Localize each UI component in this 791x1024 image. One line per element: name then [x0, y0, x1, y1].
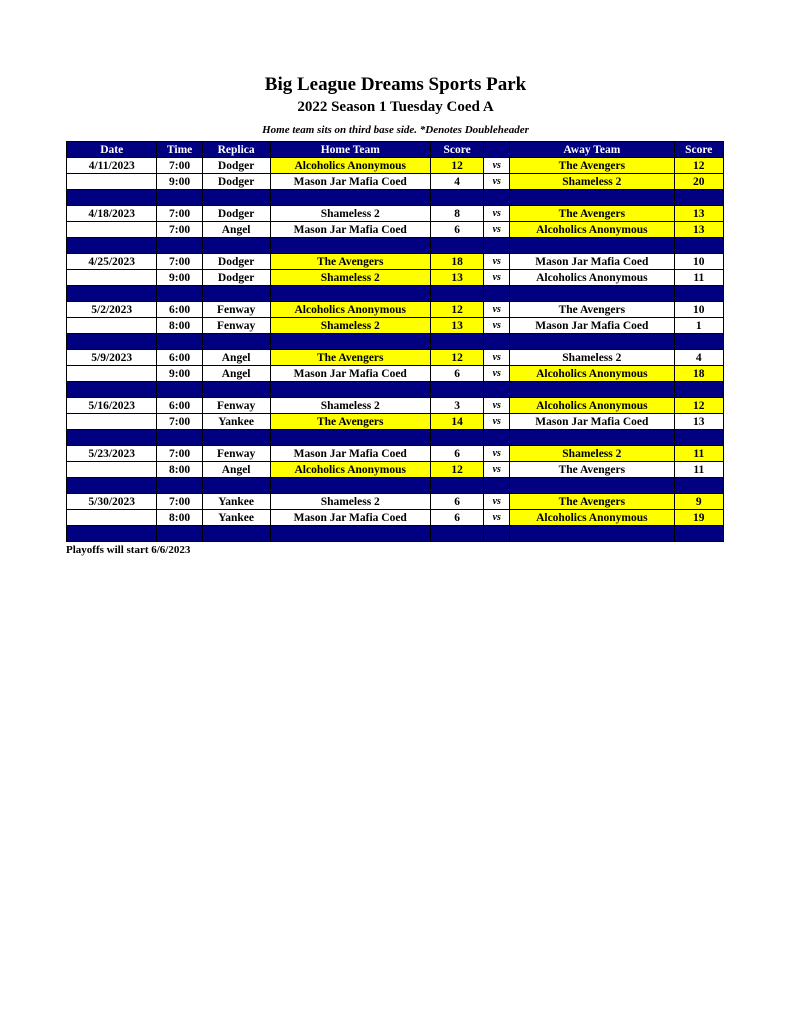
header-home-score: Score: [430, 142, 483, 158]
game-time: 7:00: [157, 158, 202, 174]
home-score: 12: [430, 158, 483, 174]
spacer-cell: [674, 382, 723, 398]
header-time: Time: [157, 142, 202, 158]
away-team: The Avengers: [510, 494, 675, 510]
spacer-cell: [67, 190, 157, 206]
vs-label: vs: [484, 510, 510, 526]
spacer-cell: [510, 286, 675, 302]
home-team: Mason Jar Mafia Coed: [270, 174, 430, 190]
game-row: [67, 222, 724, 238]
vs-label: vs: [484, 222, 510, 238]
spacer-cell: [67, 478, 157, 494]
away-score: 13: [674, 222, 723, 238]
game-date: [67, 414, 157, 430]
spacer-cell: [510, 430, 675, 446]
spacer-row: [67, 430, 724, 446]
game-time: 9:00: [157, 366, 202, 382]
away-team: Mason Jar Mafia Coed: [510, 414, 675, 430]
spacer-cell: [484, 334, 510, 350]
spacer-cell: [430, 334, 483, 350]
game-date: [67, 366, 157, 382]
home-score: 12: [430, 302, 483, 318]
home-team: The Avengers: [270, 414, 430, 430]
game-row: [67, 318, 724, 334]
game-row: [67, 174, 724, 190]
game-field: Fenway: [202, 318, 270, 334]
spacer-cell: [67, 526, 157, 542]
spacer-cell: [202, 238, 270, 254]
home-team: Mason Jar Mafia Coed: [270, 510, 430, 526]
spacer-row: [67, 190, 724, 206]
game-time: 9:00: [157, 270, 202, 286]
spacer-cell: [484, 238, 510, 254]
spacer-cell: [674, 286, 723, 302]
vs-label: vs: [484, 350, 510, 366]
spacer-cell: [157, 190, 202, 206]
game-time: 6:00: [157, 302, 202, 318]
vs-label: vs: [484, 366, 510, 382]
home-team: Shameless 2: [270, 318, 430, 334]
spacer-cell: [270, 286, 430, 302]
spacer-cell: [674, 478, 723, 494]
home-team: The Avengers: [270, 254, 430, 270]
game-time: 6:00: [157, 350, 202, 366]
game-time: 7:00: [157, 222, 202, 238]
game-field: Yankee: [202, 494, 270, 510]
vs-label: vs: [484, 270, 510, 286]
schedule-body: [67, 158, 724, 542]
away-score: 13: [674, 206, 723, 222]
game-time: 9:00: [157, 174, 202, 190]
playoffs-note: Playoffs will start 6/6/2023: [66, 544, 191, 556]
spacer-cell: [67, 286, 157, 302]
vs-label: vs: [484, 462, 510, 478]
vs-label: vs: [484, 206, 510, 222]
spacer-cell: [157, 382, 202, 398]
away-score: 10: [674, 254, 723, 270]
spacer-cell: [270, 382, 430, 398]
home-score: 12: [430, 462, 483, 478]
game-row: [67, 270, 724, 286]
home-score: 14: [430, 414, 483, 430]
game-date: 5/9/2023: [67, 350, 157, 366]
home-score: 6: [430, 446, 483, 462]
header-home-team: Home Team: [270, 142, 430, 158]
away-score: 18: [674, 366, 723, 382]
home-score: 6: [430, 366, 483, 382]
spacer-cell: [270, 478, 430, 494]
spacer-cell: [510, 526, 675, 542]
spacer-cell: [484, 382, 510, 398]
header-vs: [484, 142, 510, 158]
home-score: 12: [430, 350, 483, 366]
spacer-cell: [157, 478, 202, 494]
game-date: 5/2/2023: [67, 302, 157, 318]
spacer-row: [67, 238, 724, 254]
home-team: Shameless 2: [270, 206, 430, 222]
home-team: The Avengers: [270, 350, 430, 366]
game-time: 7:00: [157, 254, 202, 270]
away-team: The Avengers: [510, 462, 675, 478]
game-field: Dodger: [202, 270, 270, 286]
away-score: 12: [674, 158, 723, 174]
home-score: 6: [430, 222, 483, 238]
away-score: 4: [674, 350, 723, 366]
home-team: Mason Jar Mafia Coed: [270, 222, 430, 238]
spacer-cell: [510, 478, 675, 494]
spacer-cell: [430, 286, 483, 302]
game-date: [67, 270, 157, 286]
away-team: The Avengers: [510, 302, 675, 318]
spacer-cell: [202, 286, 270, 302]
away-team: Shameless 2: [510, 446, 675, 462]
page-subtitle: 2022 Season 1 Tuesday Coed A: [297, 99, 494, 115]
away-team: The Avengers: [510, 158, 675, 174]
game-date: 4/11/2023: [67, 158, 157, 174]
away-team: Shameless 2: [510, 350, 675, 366]
away-score: 20: [674, 174, 723, 190]
spacer-cell: [430, 430, 483, 446]
spacer-row: [67, 334, 724, 350]
game-time: 7:00: [157, 206, 202, 222]
away-score: 11: [674, 446, 723, 462]
away-score: 12: [674, 398, 723, 414]
spacer-cell: [270, 190, 430, 206]
home-score: 8: [430, 206, 483, 222]
game-row: [67, 206, 724, 222]
game-row: [67, 510, 724, 526]
home-team: Shameless 2: [270, 270, 430, 286]
spacer-cell: [157, 286, 202, 302]
game-row: [67, 366, 724, 382]
spacer-cell: [484, 478, 510, 494]
spacer-row: [67, 526, 724, 542]
spacer-cell: [202, 478, 270, 494]
game-row: [67, 398, 724, 414]
away-score: 11: [674, 462, 723, 478]
vs-label: vs: [484, 254, 510, 270]
home-team: Shameless 2: [270, 398, 430, 414]
spacer-cell: [510, 382, 675, 398]
game-date: 5/30/2023: [67, 494, 157, 510]
game-field: Angel: [202, 462, 270, 478]
away-team: Mason Jar Mafia Coed: [510, 254, 675, 270]
game-row: [67, 494, 724, 510]
vs-label: vs: [484, 318, 510, 334]
away-team: Mason Jar Mafia Coed: [510, 318, 675, 334]
game-date: [67, 174, 157, 190]
vs-label: vs: [484, 158, 510, 174]
spacer-row: [67, 382, 724, 398]
spacer-cell: [484, 430, 510, 446]
spacer-cell: [270, 334, 430, 350]
game-row: [67, 158, 724, 174]
home-team: Alcoholics Anonymous: [270, 158, 430, 174]
game-time: 6:00: [157, 398, 202, 414]
game-field: Dodger: [202, 174, 270, 190]
header-away-score: Score: [674, 142, 723, 158]
spacer-cell: [674, 430, 723, 446]
home-team: Mason Jar Mafia Coed: [270, 366, 430, 382]
game-date: 5/23/2023: [67, 446, 157, 462]
home-team-note: Home team sits on third base side. *Denotes Doubleheader: [262, 124, 529, 136]
game-time: 7:00: [157, 494, 202, 510]
home-team: Alcoholics Anonymous: [270, 302, 430, 318]
game-row: [67, 350, 724, 366]
game-field: Yankee: [202, 414, 270, 430]
spacer-cell: [157, 238, 202, 254]
spacer-cell: [202, 190, 270, 206]
away-team: Alcoholics Anonymous: [510, 222, 675, 238]
game-time: 8:00: [157, 318, 202, 334]
away-team: Alcoholics Anonymous: [510, 510, 675, 526]
game-date: [67, 222, 157, 238]
page-title: Big League Dreams Sports Park: [264, 74, 527, 95]
vs-label: vs: [484, 174, 510, 190]
vs-label: vs: [484, 414, 510, 430]
game-row: [67, 414, 724, 430]
game-date: [67, 462, 157, 478]
spacer-cell: [202, 382, 270, 398]
away-score: 13: [674, 414, 723, 430]
home-score: 6: [430, 510, 483, 526]
spacer-cell: [510, 334, 675, 350]
home-score: 6: [430, 494, 483, 510]
away-team: Alcoholics Anonymous: [510, 366, 675, 382]
home-team: Shameless 2: [270, 494, 430, 510]
spacer-cell: [67, 430, 157, 446]
spacer-cell: [674, 526, 723, 542]
vs-label: vs: [484, 302, 510, 318]
game-time: 8:00: [157, 462, 202, 478]
spacer-row: [67, 478, 724, 494]
away-score: 11: [674, 270, 723, 286]
game-field: Fenway: [202, 446, 270, 462]
spacer-cell: [202, 430, 270, 446]
spacer-cell: [430, 238, 483, 254]
header-replica: Replica: [202, 142, 270, 158]
header-date: Date: [67, 142, 157, 158]
away-team: Shameless 2: [510, 174, 675, 190]
spacer-cell: [67, 382, 157, 398]
spacer-cell: [270, 526, 430, 542]
spacer-row: [67, 286, 724, 302]
spacer-cell: [157, 526, 202, 542]
spacer-cell: [157, 430, 202, 446]
home-score: 3: [430, 398, 483, 414]
spacer-cell: [202, 334, 270, 350]
game-field: Angel: [202, 350, 270, 366]
game-date: 4/18/2023: [67, 206, 157, 222]
spacer-cell: [430, 382, 483, 398]
spacer-cell: [430, 478, 483, 494]
vs-label: vs: [484, 398, 510, 414]
game-time: 7:00: [157, 414, 202, 430]
away-team: Alcoholics Anonymous: [510, 270, 675, 286]
spacer-cell: [157, 334, 202, 350]
spacer-cell: [510, 190, 675, 206]
game-time: 7:00: [157, 446, 202, 462]
away-score: 1: [674, 318, 723, 334]
spacer-cell: [430, 190, 483, 206]
game-field: Angel: [202, 222, 270, 238]
away-score: 9: [674, 494, 723, 510]
spacer-cell: [510, 238, 675, 254]
game-time: 8:00: [157, 510, 202, 526]
home-score: 13: [430, 318, 483, 334]
spacer-cell: [67, 238, 157, 254]
vs-label: vs: [484, 494, 510, 510]
game-field: Yankee: [202, 510, 270, 526]
game-date: 4/25/2023: [67, 254, 157, 270]
spacer-cell: [674, 238, 723, 254]
game-row: [67, 446, 724, 462]
vs-label: vs: [484, 446, 510, 462]
game-date: 5/16/2023: [67, 398, 157, 414]
spacer-cell: [674, 190, 723, 206]
header-away-team: Away Team: [510, 142, 675, 158]
game-field: Dodger: [202, 206, 270, 222]
game-date: [67, 318, 157, 334]
home-team: Alcoholics Anonymous: [270, 462, 430, 478]
away-score: 10: [674, 302, 723, 318]
game-row: [67, 462, 724, 478]
home-team: Mason Jar Mafia Coed: [270, 446, 430, 462]
home-score: 4: [430, 174, 483, 190]
spacer-cell: [67, 334, 157, 350]
away-team: Alcoholics Anonymous: [510, 398, 675, 414]
game-field: Dodger: [202, 254, 270, 270]
game-field: Fenway: [202, 398, 270, 414]
game-date: [67, 510, 157, 526]
spacer-cell: [270, 238, 430, 254]
away-team: The Avengers: [510, 206, 675, 222]
game-field: Angel: [202, 366, 270, 382]
game-field: Fenway: [202, 302, 270, 318]
spacer-cell: [430, 526, 483, 542]
home-score: 18: [430, 254, 483, 270]
home-score: 13: [430, 270, 483, 286]
spacer-cell: [674, 334, 723, 350]
spacer-cell: [484, 190, 510, 206]
spacer-cell: [484, 526, 510, 542]
spacer-cell: [270, 430, 430, 446]
spacer-cell: [484, 286, 510, 302]
schedule-table: [66, 141, 724, 542]
table-header-row: [67, 142, 724, 158]
game-row: [67, 254, 724, 270]
away-score: 19: [674, 510, 723, 526]
game-field: Dodger: [202, 158, 270, 174]
game-row: [67, 302, 724, 318]
spacer-cell: [202, 526, 270, 542]
